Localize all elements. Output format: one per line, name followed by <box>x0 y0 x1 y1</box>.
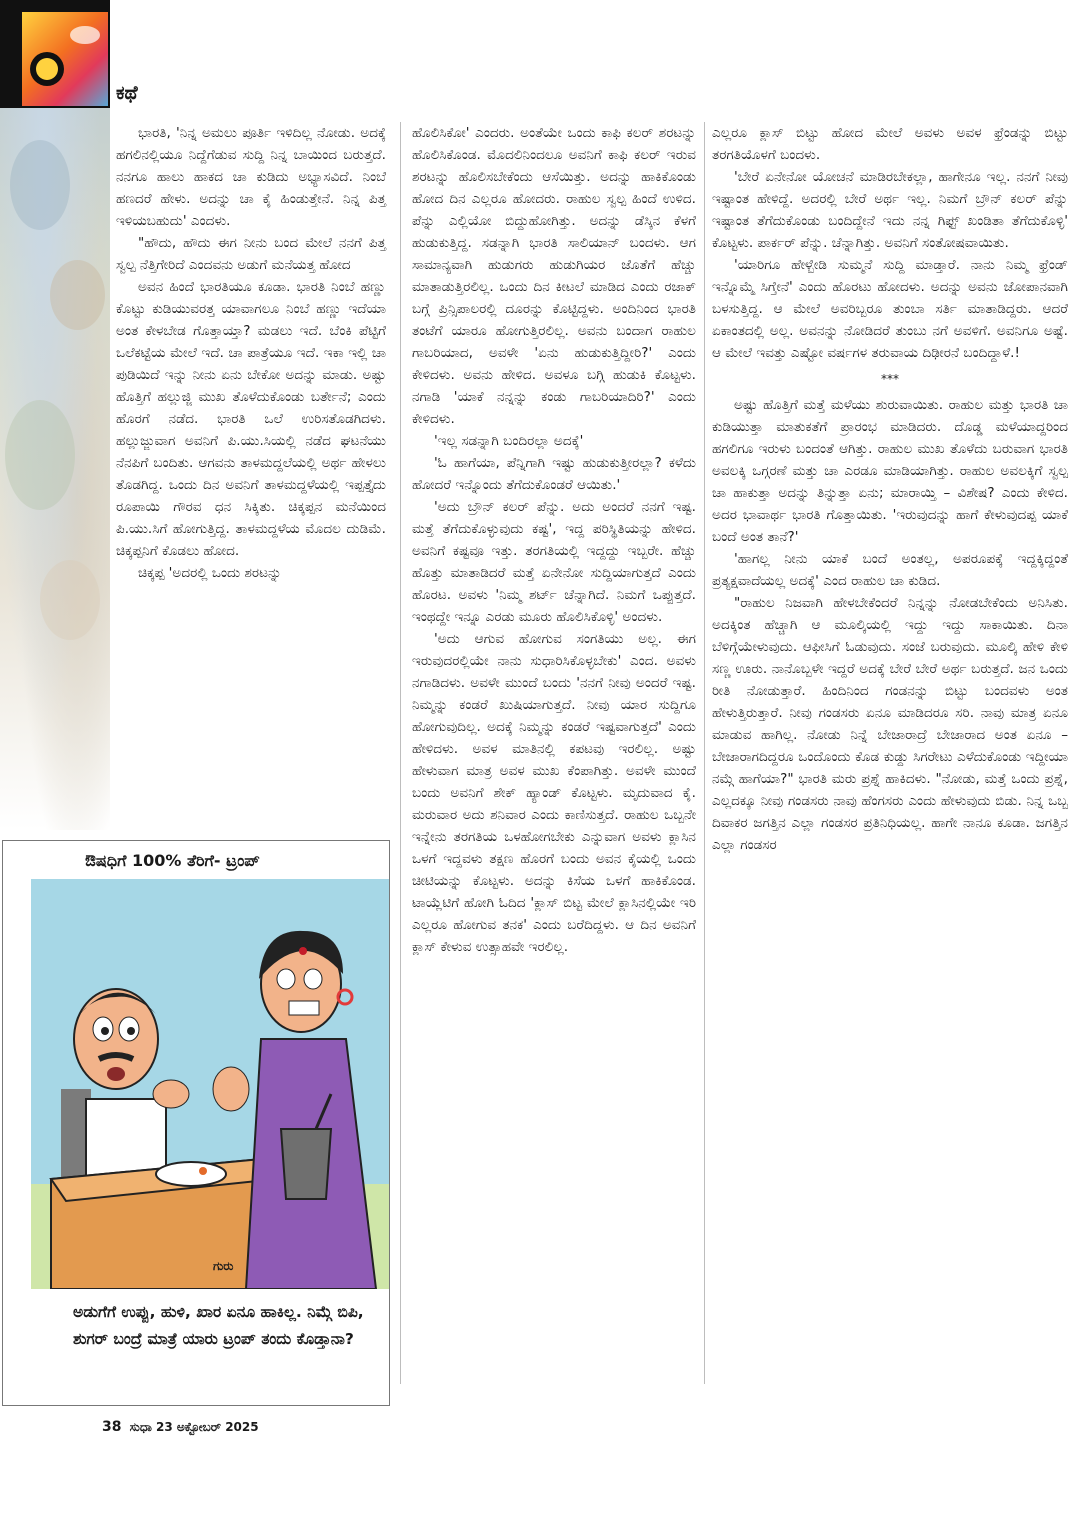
section-break-stars: *** <box>881 372 899 386</box>
paragraph: 'ಯಾರಿಗೂ ಹೇಳ್ಬೇಡಿ ಸುಮ್ಮನೆ ಸುದ್ದಿ ಮಾಡ್ತಾರೆ. ನಾನು ನಿಮ್ಮ ಫ್ರೆಂಡ್ ಇನ್ನೊಮ್ಮೆ ಸಿಗ್ತೇನೆ' ಎಂದು ಹೊರಟು ಹೋದಳು. ಅದನ್ನು ಅವನು ಜೋಪಾನವಾಗಿ ಬಳಸುತ್ತಿದ್ದ. ಆ ಮೇಲೆ ಅವರಿಬ್ಬರೂ ತುಂಬಾ ಸರ್ತಿ ಮಾತಾಡಿದ್ದರು. ಆದರೆ ಏಕಾಂತದಲ್ಲಿ ಅಲ್ಲ. ಅವನನ್ನು ನೋಡಿದರೆ ತುಂಬು ನಗೆ ಅವಳಿಗೆ. ಅವನಿಗೂ ಅಷ್ಟೆ. ಆ ಮೇಲೆ ಇವತ್ತು ಎಷ್ಟೋ ವರ್ಷಗಳ ತರುವಾಯ ದಿಢೀರನೆ ಬಂದಿದ್ದಾಳೆ.! <box>712 257 1068 361</box>
publication-info: ಸುಧಾ 23 ಅಕ್ಟೋಬರ್ 2025 <box>129 1420 259 1434</box>
paragraph: 'ಬೇರೆ ಏನೇನೋ ಯೋಚನೆ ಮಾಡಿರಬೇಕಲ್ಲಾ, ಹಾಗೇನೂ ಇಲ್ಲ. ನನಗೆ ನೀವು ಇಷ್ಟಾಂತ ಹೇಳಿದ್ದೆ. ಅದರಲ್ಲಿ ಬೇರೆ ಅರ್ಥ ಇಲ್ಲ. ನಿಮಗೆ ಬ್ರೌನ್ ಕಲರ್ ಪೆನ್ನು ಇಷ್ಟಾಂತ ತೆಗೆದುಕೊಂಡು ಬಂದಿದ್ದೇನೆ ಇದು ನನ್ನ ಗಿಫ್ಟ್ ಖಂಡಿತಾ ತೆಗೆದುಕೊಳ್ಳಿ' ಕೊಟ್ಟಳು. ಪಾರ್ಕರ್ ಪೆನ್ನು. ಚೆನ್ನಾಗಿತ್ತು. ಅವನಿಗೆ ಸಂತೋಷವಾಯಿತು. <box>712 169 1068 251</box>
woman-hand <box>213 1067 249 1111</box>
man-hand <box>153 1080 189 1108</box>
paragraph: "ಹೌದು, ಹೌದು ಈಗ ನೀನು ಬಂದ ಮೇಲೆ ನನಗೆ ಪಿತ್ತ ಸ್ವಲ್ಪ ನೆತ್ತಿಗೇರಿದೆ ಎಂದವನು ಅಡುಗೆ ಮನೆಯತ್ತ ಹೋದ <box>116 235 386 273</box>
side-decorative-art <box>0 0 110 830</box>
cartoon-illustration <box>31 879 389 1289</box>
cartoonist-signature: ಗುರು <box>213 1259 234 1273</box>
cartoon-title: ಔಷಧಿಗೆ 100% ತೆರಿಗೆ- ಟ್ರಂಪ್ <box>85 851 260 870</box>
section-label: ಕಥೆ <box>116 82 138 104</box>
man-pupil <box>127 1027 135 1035</box>
woman-teeth <box>289 1001 319 1015</box>
foliage-shape <box>5 400 75 510</box>
plate <box>156 1162 226 1186</box>
woman-eye <box>304 969 322 989</box>
column-divider <box>400 122 401 1384</box>
woman-bindi <box>299 947 307 955</box>
paragraph: "ರಾಹುಲ ನಿಜವಾಗಿ ಹೇಳಬೇಕೆಂದರೆ ನಿನ್ನನ್ನು ನೋಡಬೇಕೆಂದು ಅನಿಸಿತು. ಅದಕ್ಕಿಂತ ಹೆಚ್ಚಾಗಿ ಆ ಮೂಲ್ಕಿಯಲ್ಲಿ ಇದ್ದು ಇದ್ದು ಸಾಕಾಯಿತು. ದಿನಾ ಬೆಳಿಗ್ಗೆಯೇಳುವುದು. ಆಫೀಸಿಗೆ ಓಡುವುದು. ಸಂಜೆ ಬರುವುದು. ಮೂಲ್ಕಿ ಹೇಳಿ ಕೇಳಿ ಸಣ್ಣ ಊರು. ನಾನೊಬ್ಬಳೇ ಇದ್ದರೆ ಅದಕ್ಕೆ ಬೇರೆ ಬೇರೆ ಅರ್ಥ ಬರುತ್ತದೆ. ಜನ ಒಂದು ರೀತಿ ನೋಡುತ್ತಾರೆ. ಹಿಂದಿನಿಂದ ಗಂಡನನ್ನು ಬಿಟ್ಟು ಬಂದವಳು ಅಂತ ಹೇಳುತ್ತಿರುತ್ತಾರೆ. ನೀವು ಗಂಡಸರು ಏನೂ ಮಾಡಿದರೂ ಸರಿ. ನಾವು ಮಾತ್ರ ಏನೂ ಮಾಡುವ ಹಾಗಿಲ್ಲ. ನೋಡು ನಿನ್ನೆ ಬೇಜಾರಾದ್ರೆ ಬೇಜಾರಾದ ಅಂತ ಏನೂ – ಬೇಜಾರಾಗದಿದ್ದರೂ ಒಂದೊಂದು ಕೊಡ ಕುಡ್ದು ಸಿಗರೇಟು ಎಳೆದುಕೊಂಡು ಇದ್ದೀಯಾ ನಮ್ಗೆ ಹಾಗೆಯಾ?" ಭಾರತಿ ಮರು ಪ್ರಶ್ನೆ ಹಾಕಿದಳು. "ನೋಡು, ಮತ್ತೆ ಒಂದು ಪ್ರಶ್ನೆ, ಎಲ್ಲದಕ್ಕೂ ನೀವು ಗಂಡಸರು ನಾವು ಹೆಂಗಸರು ಎಂದು ಹೇಳುವುದು ಬಿಡು. ನಿನ್ನ ಒಬ್ಬ ದಿವಾಕರ ಜಗತ್ತಿನ ಎಲ್ಲಾ ಗಂಡಸರ ಪ್ರತಿನಿಧಿಯಲ್ಲ. ಹಾಗೇ ನಾನೂ ಕೂಡಾ. ಜಗತ್ತಿನ ಎಲ್ಲಾ ಗಂಡಸರ <box>712 595 1068 853</box>
paragraph: 'ಓ ಹಾಗೆಯಾ, ಪೆನ್ನಿಗಾಗಿ ಇಷ್ಟು ಹುಡುಕುತ್ತೀರಲ್ಲಾ? ಕಳೆದು ಹೋದರೆ ಇನ್ನೊಂದು ತೆಗೆದುಕೊಂಡರೆ ಆಯಿತು.' <box>412 455 696 493</box>
woman-eye <box>277 969 295 989</box>
cartoon-caption: ಅಡುಗೆಗೆ ಉಪ್ಪು, ಹುಳಿ, ಖಾರ ಏನೂ ಹಾಕಿಲ್ಲ. ನಿಮ್ಗೆ ಬಿಪಿ, ಶುಗರ್ ಬಂದ್ರೆ ಮಾತ್ರೆ ಯಾರು ಟ್ರಂಪ್ ತಂದು ಕೊಡ್ತಾನಾ? <box>73 1303 364 1348</box>
logo-dot <box>36 58 58 80</box>
paragraph: 'ಅದು ಆಗುವ ಹೋಗುವ ಸಂಗತಿಯು ಅಲ್ಲ. ಈಗ ಇರುವುದರಲ್ಲಿಯೇ ನಾನು ಸುಧಾರಿಸಿಕೊಳ್ಳಬೇಕು' ಎಂದ. ಅವಳು ನಗಾಡಿದಳು. ಅವಳೇ ಮುಂದೆ ಬಂದು 'ನನಗೆ ನೀವು ಅಂದರೆ ಇಷ್ಟ. ನಿಮ್ಮನ್ನು ಕಂಡರೆ ಖುಷಿಯಾಗುತ್ತದೆ. ನೀವು ಯಾರ ಸುದ್ದಿಗೂ ಹೋಗುವುದಿಲ್ಲ. ಅದಕ್ಕೆ ನಿಮ್ಮನ್ನು ಕಂಡರೆ ಇಷ್ಟವಾಗುತ್ತದೆ' ಎಂದು ಹೇಳಿದಳು. ಅವಳ ಮಾತಿನಲ್ಲಿ ಕಪಟವು ಇರಲಿಲ್ಲ. ಅಷ್ಟು ಹೇಳುವಾಗ ಮಾತ್ರ ಅವಳ ಮುಖ ಕೆಂಪಾಗಿತ್ತು. ಅವಳೇ ಮುಂದೆ ಬಂದು ಅವನಿಗೆ ಶೇಕ್ ಹ್ಯಾಂಡ್ ಕೊಟ್ಟಳು. ಮೃದುವಾದ ಕೈ. ಮರುವಾರ ಅದು ಶನಿವಾರ ಎಂದು ಕಾಣಿಸುತ್ತದೆ. ರಾಹುಲ ಒಬ್ಬನೇ ಇನ್ನೇನು ತರಗತಿಯ ಒಳಹೋಗಬೇಕು ಎನ್ನುವಾಗ ಅವಳು ಕ್ಲಾಸಿನ ಒಳಗೆ ಇದ್ದವಳು ತಕ್ಷಣ ಹೊರಗೆ ಬಂದು ಅವನ ಕೈಯಲ್ಲಿ ಒಂದು ಚೀಟಿಯನ್ನು ಕೊಟ್ಟಳು. ಅದನ್ನು ಕಿಸೆಯ ಒಳಗೆ ಹಾಕಿಕೊಂಡ. ಟಾಯ್ಲೆಟಿಗೆ ಹೋಗಿ ಓದಿದ 'ಕ್ಲಾಸ್ ಬಿಟ್ಟ ಮೇಲೆ ಕ್ಲಾಸಿನಲ್ಲಿಯೇ ಇರಿ ಎಲ್ಲರೂ ಹೋಗುವ ತನಕ' ಎಂದು ಬರೆದಿದ್ದಳು. ಆ ದಿನ ಅವನಿಗೆ ಕ್ಲಾಸ್ ಕೇಳುವ ಉತ್ಸಾಹವೇ ಇರಲಿಲ್ಲ. <box>412 631 696 955</box>
page-footer <box>102 1419 259 1435</box>
food <box>199 1167 207 1175</box>
paragraph: 'ಅದು ಬ್ರೌನ್ ಕಲರ್ ಪೆನ್ನು. ಅದು ಅಂದರೆ ನನಗೆ ಇಷ್ಟ. ಮತ್ತೆ ತೆಗೆದುಕೊಳ್ಳುವುದು ಕಷ್ಟ', ಇದ್ದ ಪರಿಸ್ಥಿತಿಯನ್ನು ಹೇಳಿದ. ಅವನಿಗೆ ಕಷ್ಟವೂ ಇತ್ತು. ತರಗತಿಯಲ್ಲಿ ಇದ್ದದ್ದು ಇಬ್ಬರೇ. ಹೆಚ್ಚು ಹೊತ್ತು ಮಾತಾಡಿದರೆ ಮತ್ತೆ ಏನೇನೋ ಸುದ್ದಿಯಾಗುತ್ತದೆ ಎಂದು ಹೊರಟ. ಅವಳು 'ನಿಮ್ಮ ಶರ್ಟ್ ಚೆನ್ನಾಗಿದೆ. ನಿಮಗೆ ಒಪ್ಪುತ್ತದೆ. ಇಂಥದ್ದೇ ಇನ್ನೂ ಎರಡು ಮೂರು ಹೊಲಿಸಿಕೊಳ್ಳಿ' ಅಂದಳು. <box>412 499 696 625</box>
paragraph: ಭಾರತಿ, 'ನಿನ್ನ ಅಮಲು ಪೂರ್ತಿ ಇಳಿದಿಲ್ಲ ನೋಡು. ಅದಕ್ಕೆ ಹಗಲಿನಲ್ಲಿಯೂ ನಿದ್ದೆಗೆಡುವ ಸುದ್ದಿ ನಿನ್ನ ಬಾಯಿಂದ ಬರುತ್ತದೆ. ನನಗೂ ಹಾಲು ಹಾಕದ ಚಾ ಕುಡಿದು ಅಭ್ಯಾಸವಿದೆ. ನಿಂಬೆ ಹಣದರೆ ಹೇಳು. ಅದನ್ನು ಚಾ ಕೈ ಹಿಂಡುತ್ತೇನೆ. ನಿನ್ನ ಪಿತ್ತ ಇಳಿಯಬಹುದು' ಎಂದಳು. <box>116 125 386 229</box>
article-column-3 <box>712 122 1068 856</box>
paragraph: ಎಲ್ಲರೂ ಕ್ಲಾಸ್ ಬಿಟ್ಟು ಹೋದ ಮೇಲೆ ಅವಳು ಅವಳ ಫ್ರೆಂಡನ್ನು ಬಿಟ್ಟು ತರಗತಿಯೊಳಗೆ ಬಂದಳು. <box>712 125 1068 163</box>
man-pupil <box>101 1027 109 1035</box>
logo-artwork <box>22 12 108 106</box>
paragraph: ಅಷ್ಟು ಹೊತ್ತಿಗೆ ಮತ್ತೆ ಮಳೆಯು ಶುರುವಾಯಿತು. ರಾಹುಲ ಮತ್ತು ಭಾರತಿ ಚಾ ಕುಡಿಯುತ್ತಾ ಮಾತುಕತೆಗೆ ಪ್ರಾರಂಭ ಮಾಡಿದರು. ದೊಡ್ಡ ಮಳೆಯಾದ್ದರಿಂದ ಹಗಲಿಗೂ ಇರುಳು ಬಂದಂತೆ ಆಗಿತ್ತು. ರಾಹುಲ ಮುಖ ತೊಳೆದು ಬರುವಾಗ ಭಾರತಿ ಅವಲಕ್ಕಿ ಒಗ್ಗರಣೆ ಮತ್ತು ಚಾ ಎರಡೂ ಮಾಡಿಯಾಗಿತ್ತು. ರಾಹುಲ ಅವಲಕ್ಕಿಗೆ ಸ್ವಲ್ಪ ಚಾ ಹಾಕುತ್ತಾ ಅದನ್ನು ತಿನ್ನುತ್ತಾ ಏನು; ಮಾರಾಯ್ತಿ – ವಿಶೇಷ? ಎಂದು ಕೇಳಿದ. ಅದರ ಭಾವಾರ್ಥ ಭಾರತಿ ಗೊತ್ತಾಯಿತು. 'ಇರುವುದನ್ನು ಹಾಗೆ ಕೇಳುವುದಪ್ಪ ಯಾಕೆ ಬಂದೆ ಅಂತ ತಾನೆ?' <box>712 397 1068 545</box>
man-mouth <box>107 1067 125 1081</box>
paragraph: ಅವನ ಹಿಂದೆ ಭಾರತಿಯೂ ಕೂಡಾ. ಭಾರತಿ ನಿಂಬೆ ಹಣ್ಣು ಕೊಟ್ಟು ಕುಡಿಯುವರತ್ತ ಯಾವಾಗಲೂ ನಿಂಬೆ ಹಣ್ಣು ಇದೆಯಾ ಅಂತ ಕೇಳಬೇಡ ಗೊತ್ತಾಯ್ತಾ? ಮಡಲು ಇದೆ. ಬೆಂಕಿ ಪೆಟ್ಟಿಗೆ ಒಲೆಕಟ್ಟೆಯ ಮೇಲೆ ಇದೆ. ಚಾ ಪಾತ್ರೆಯೂ ಇದೆ. ಇಕಾ ಇಲ್ಲಿ ಚಾ ಪುಡಿಯಿದೆ ಇನ್ನು ನೀನು ಏನು ಬೇಕೋ ಅದನ್ನು ಮಾಡು. ಅಷ್ಟು ಹೊತ್ತಿಗೆ ಹಲ್ಲುಜ್ಜಿ ಮುಖ ತೊಳೆದುಕೊಂಡು ಬರ್ತೇನೆ; ಎಂದು ಹೊರಗೆ ನಡೆದ. ಭಾರತಿ ಒಲೆ ಉರಿಸತೊಡಗಿದಳು. ಹಲ್ಲುಜ್ಜುವಾಗ ಅವನಿಗೆ ಪಿ.ಯು.ಸಿಯಲ್ಲಿ ನಡೆದ ಘಟನೆಯು ನೆನಪಿಗೆ ಬಂದಿತು. ಆಗವನು ತಾಳಮದ್ದಲೆಯಲ್ಲಿ ಅರ್ಥ ಹೇಳಲು ತೊಡಗಿದ್ದ. ಒಂದು ದಿನ ಅವನಿಗೆ ತಾಳಮದ್ದಳೆಯಲ್ಲಿ ಇಪ್ಪತ್ತೈದು ರೂಪಾಯಿ ಗೌರವ ಧನ ಸಿಕ್ಕಿತು. ಚಿಕ್ಕಪ್ಪನ ಮನೆಯಿಂದ ಪಿ.ಯು.ಸಿಗೆ ಹೋಗುತ್ತಿದ್ದ. ತಾಳಮದ್ದಳೆಯ ಮೊದಲ ದುಡಿಮೆ. ಚಿಕ್ಕಪ್ಪನಿಗೆ ಕೊಡಲು ಹೋದ. <box>116 279 386 559</box>
paragraph: ಚಿಕ್ಕಪ್ಪ 'ಅದರಲ್ಲಿ ಒಂದು ಶರಟನ್ನು <box>138 565 282 581</box>
cartoon-panel <box>2 840 390 1406</box>
page-number: 38 <box>102 1419 122 1435</box>
foliage-shape <box>10 140 70 230</box>
article-column-1 <box>116 122 386 584</box>
paragraph: 'ಇಲ್ಲ ಸಡನ್ನಾಗಿ ಬಂದಿರಲ್ಲಾ ಅದಕ್ಕೆ' <box>434 433 584 449</box>
paragraph: 'ಹಾಗಲ್ಲ ನೀನು ಯಾಕೆ ಬಂದೆ ಅಂತಲ್ಲ, ಅಪರೂಪಕ್ಕೆ ಇದ್ದಕ್ಕಿದ್ದಂತೆ ಪ್ರತ್ಯಕ್ಷವಾದೆಯಲ್ಲ ಅದಕ್ಕೆ' ಎಂದ ರಾಹುಲ ಚಾ ಕುಡಿದ. <box>712 551 1068 589</box>
cooking-pot <box>281 1129 331 1199</box>
paragraph: ಹೊಲಿಸಿಕೋ' ಎಂದರು. ಅಂತೆಯೇ ಒಂದು ಕಾಫಿ ಕಲರ್ ಶರಟನ್ನು ಹೊಲಿಸಿಕೊಂಡ. ಮೊದಲಿನಿಂದಲೂ ಅವನಿಗೆ ಕಾಫಿ ಕಲರ್ ಇರುವ ಶರಟನ್ನು ಹೊಲಿಸಬೇಕೆಂದು ಆಸೆಯಿತ್ತು. ಅದನ್ನು ಹಾಕಿಕೊಂಡು ಹೋದ ದಿನ ಎಲ್ಲರೂ ಹೋದರು. ರಾಹುಲ ಸ್ವಲ್ಪ ಹಿಂದೆ ಉಳಿದ. ಪೆನ್ನು ಎಲ್ಲಿಯೋ ಬಿದ್ದುಹೋಗಿತ್ತು. ಅದನ್ನು ಡೆಸ್ಕಿನ ಕೆಳಗೆ ಹುಡುಕುತ್ತಿದ್ದ. ಸಡನ್ನಾಗಿ ಭಾರತಿ ಸಾಲಿಯಾನ್ ಬಂದಳು. ಆಗ ಸಾಮಾನ್ಯವಾಗಿ ಹುಡುಗರು ಹುಡುಗಿಯರ ಜೊತೆಗೆ ಹೆಚ್ಚು ಮಾತಾಡುತ್ತಿರಲಿಲ್ಲ. ಒಂದು ದಿನ ಕೀಟಲೆ ಮಾಡಿದ ಎಂದು ರಜಾಕ್ ಬಗ್ಗೆ ಪ್ರಿನ್ಸಿಪಾಲರಲ್ಲಿ ದೂರನ್ನು ಕೊಟ್ಟಿದ್ದಳು. ಅಂದಿನಿಂದ ಭಾರತಿ ತಂಟೆಗೆ ಯಾರೂ ಹೋಗುತ್ತಿರಲಿಲ್ಲ. ಅವನು ಬಂದಾಗ ರಾಹುಲ ಗಾಬರಿಯಾದ, ಅವಳೇ 'ಏನು ಹುಡುಕುತ್ತಿದ್ದೀರಿ?' ಎಂದು ಕೇಳಿದಳು. ಅವನು ಹೇಳಿದ. ಅವಳೂ ಬಗ್ಗಿ ಹುಡುಕಿ ಕೊಟ್ಟಳು. ನಗಾಡಿ 'ಯಾಕೆ ನನ್ನನ್ನು ಕಂಡು ಗಾಬರಿಯಾದಿರಿ?' ಎಂದು ಕೇಳಿದಳು. <box>412 125 696 427</box>
logo-cloud <box>70 26 100 44</box>
column-divider <box>704 122 705 1384</box>
section-logo <box>0 0 110 108</box>
cartoon-drawing <box>31 879 389 1289</box>
article-column-2 <box>412 122 696 958</box>
foliage-shape <box>50 260 105 330</box>
foliage-shape <box>40 560 100 640</box>
